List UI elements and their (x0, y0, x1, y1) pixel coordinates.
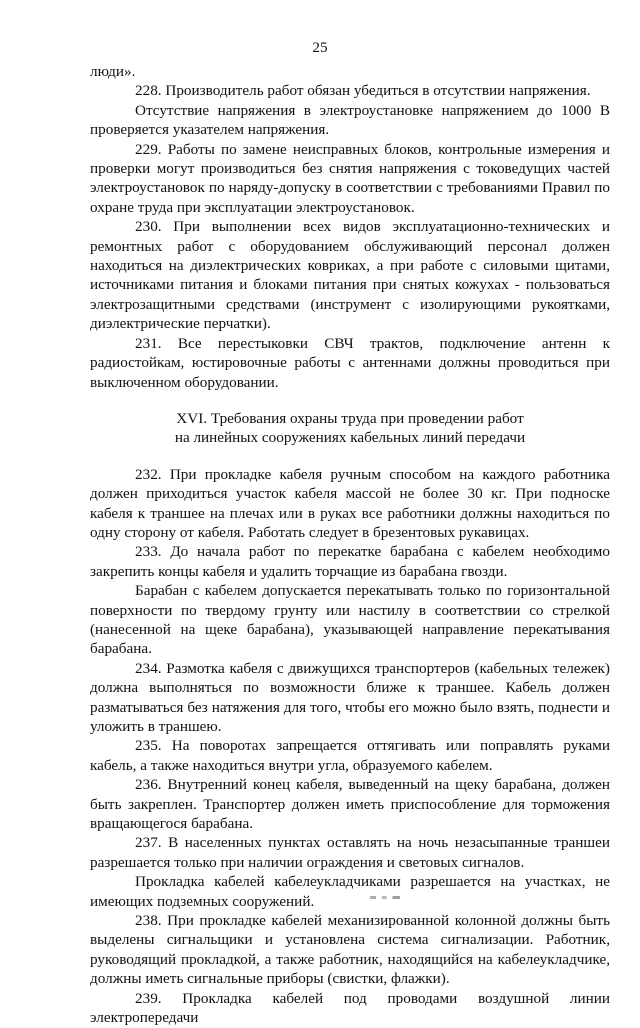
paragraph: Барабан с кабелем допускается перекатывать только по горизонтальной поверхности по твердому грунту или настилу в соответствии со стрелкой (нанесенной на щеке барабана), указывающей направление перекатывания барабана. (90, 582, 610, 658)
section-heading-line-1: XVI. Требования охраны труда при проведении работ (176, 409, 524, 427)
paragraph: 239. Прокладка кабелей под проводами воздушной линии электропередачи (90, 989, 610, 1027)
paragraph: 233. До начала работ по перекатке барабана с кабелем необходимо закрепить концы кабеля и удалить торчащие из барабана гвозди. (90, 543, 610, 580)
paragraph: 230. При выполнении всех видов эксплуатационно-технических и ремонтных работ с оборудованием обслуживающий персонал должен находиться на диэлектрических ковриках, а при работе с силовыми щитами, источниками питания и блоками питания при снятых кожухах - пользоваться электрозащитными средствами (инструмент с изолирующими рукоятками, диэлектрические перчатки). (90, 218, 610, 333)
paragraph: 237. В населенных пунктах оставлять на ночь незасыпанные траншеи разрешается только при наличии ограждения и световых сигналов. (90, 834, 610, 871)
document-body (90, 62, 610, 1028)
paragraphs-before-heading (90, 62, 610, 392)
section-heading-line-2: на линейных сооружениях кабельных линий передачи (174, 429, 526, 447)
paragraph: 235. На поворотах запрещается оттягивать или поправлять руками кабель, а также находиться внутри угла, образуемого кабелем. (90, 737, 610, 774)
paragraph: 238. При прокладке кабелей механизированной колонной должны быть выделены сигнальщики и установлена система сигнализации. Работник, руководящий прокладкой, а также работник, находящийся на кабелеукладчике, должны иметь сигнальные приборы (свистки, флажки). (90, 912, 610, 988)
paragraph: Отсутствие напряжения в электроустановке напряжением до 1000 В проверяется указателем напряжения. (90, 101, 610, 139)
paragraph: люди». (90, 63, 136, 80)
scan-artifact-mark (370, 896, 400, 899)
section-heading (90, 409, 610, 448)
paragraphs-after-heading (90, 465, 610, 1028)
paragraph: 228. Производитель работ обязан убедиться в отсутствии напряжения. (135, 82, 591, 100)
paragraph: 234. Размотка кабеля с движущихся транспортеров (кабельных тележек) должна выполняться по возможности ближе к траншее. Кабель должен разматываться без натяжения для того, чтобы его можно было взять, поднести и уложить в траншею. (90, 659, 610, 735)
paragraph: 231. Все перестыковки СВЧ трактов, подключение антенн к радиостойкам, юстировочные работы с антеннами должны проводиться при выключенном оборудовании. (90, 334, 610, 391)
paragraph: 232. При прокладке кабеля ручным способом на каждого работника должен приходиться участок кабеля массой не более 30 кг. При подноске кабеля к траншее на плечах или в руках все работники должны находиться по одну сторону от кабеля. Работать следует в брезентовых рукавицах. (90, 465, 610, 541)
paragraph: 229. Работы по замене неисправных блоков, контрольные измерения и проверки могут производиться без снятия напряжения с токоведущих частей электроустановок по наряду-допуску в соответствии с требованиями Правил по охране труда при эксплуатации электроустановок. (90, 140, 610, 216)
paragraph: 236. Внутренний конец кабеля, выведенный на щеку барабана, должен быть закреплен. Транспортер должен иметь приспособление для торможения вращающегося барабана. (90, 776, 610, 833)
paragraph: Прокладка кабелей кабелеукладчиками разрешается на участках, не имеющих подземных сооружений. (90, 873, 610, 910)
page-number: 25 (312, 39, 328, 56)
